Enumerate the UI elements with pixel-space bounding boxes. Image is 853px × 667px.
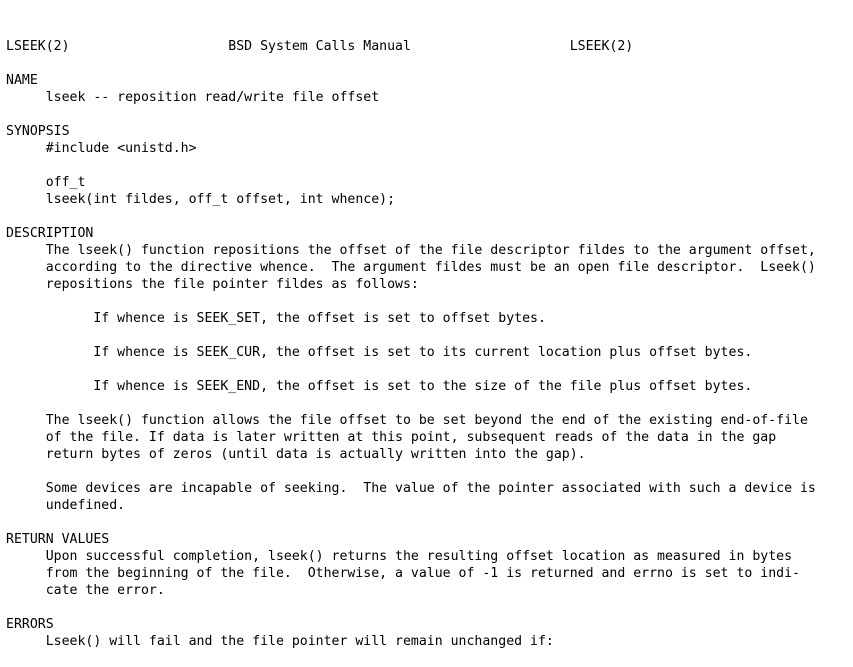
man-line: The lseek() function repositions the offset of the file descriptor fildes to the argument offset, bbox=[6, 243, 816, 258]
man-line: If whence is SEEK_SET, the offset is set to offset bytes. bbox=[6, 311, 546, 326]
man-line: undefined. bbox=[6, 498, 126, 513]
man-line: of the file. If data is later written at this point, subsequent reads of the data in the gap bbox=[6, 430, 777, 445]
section-heading: RETURN VALUES bbox=[6, 532, 110, 547]
man-line: #include <unistd.h> bbox=[6, 141, 197, 156]
man-line: Some devices are incapable of seeking. The value of the pointer associated with such a device is bbox=[6, 481, 816, 496]
man-line bbox=[6, 157, 853, 174]
man-line: Upon successful completion, lseek() returns the resulting offset location as measured in bytes bbox=[6, 549, 793, 564]
blank-line bbox=[6, 599, 853, 616]
man-line: If whence is SEEK_CUR, the offset is set to its current location plus offset bytes. bbox=[6, 345, 753, 360]
man-line bbox=[6, 327, 853, 344]
section-heading: DESCRIPTION bbox=[6, 226, 94, 241]
man-line: from the beginning of the file. Otherwise, a value of -1 is returned and errno is set to indi- bbox=[6, 566, 800, 581]
man-line bbox=[6, 361, 853, 378]
man-line bbox=[6, 463, 853, 480]
section-heading: NAME bbox=[6, 73, 38, 88]
man-line: according to the directive whence. The argument fildes must be an open file descriptor. Lseek() bbox=[6, 260, 816, 275]
man-header-line: LSEEK(2) BSD System Calls Manual LSEEK(2) bbox=[6, 39, 634, 54]
man-line: lseek -- reposition read/write file offset bbox=[6, 90, 380, 105]
man-line: If whence is SEEK_END, the offset is set to the size of the file plus offset bytes. bbox=[6, 379, 753, 394]
man-line: lseek(int fildes, off_t offset, int whence); bbox=[6, 192, 396, 207]
man-line: The lseek() function allows the file offset to be set beyond the end of the existing end-of-file bbox=[6, 413, 808, 428]
man-line: cate the error. bbox=[6, 583, 165, 598]
man-line: Lseek() will fail and the file pointer will remain unchanged if: bbox=[6, 634, 554, 649]
blank-line bbox=[6, 106, 853, 123]
man-line bbox=[6, 395, 853, 412]
man-line: off_t bbox=[6, 175, 86, 190]
section-heading: SYNOPSIS bbox=[6, 124, 70, 139]
man-line bbox=[6, 293, 853, 310]
blank-line bbox=[6, 514, 853, 531]
man-line: return bytes of zeros (until data is actually written into the gap). bbox=[6, 447, 586, 462]
man-line: repositions the file pointer fildes as follows: bbox=[6, 277, 419, 292]
section-heading: ERRORS bbox=[6, 617, 54, 632]
blank-line bbox=[6, 208, 853, 225]
man-page-text bbox=[6, 38, 853, 650]
blank-line bbox=[6, 55, 853, 72]
